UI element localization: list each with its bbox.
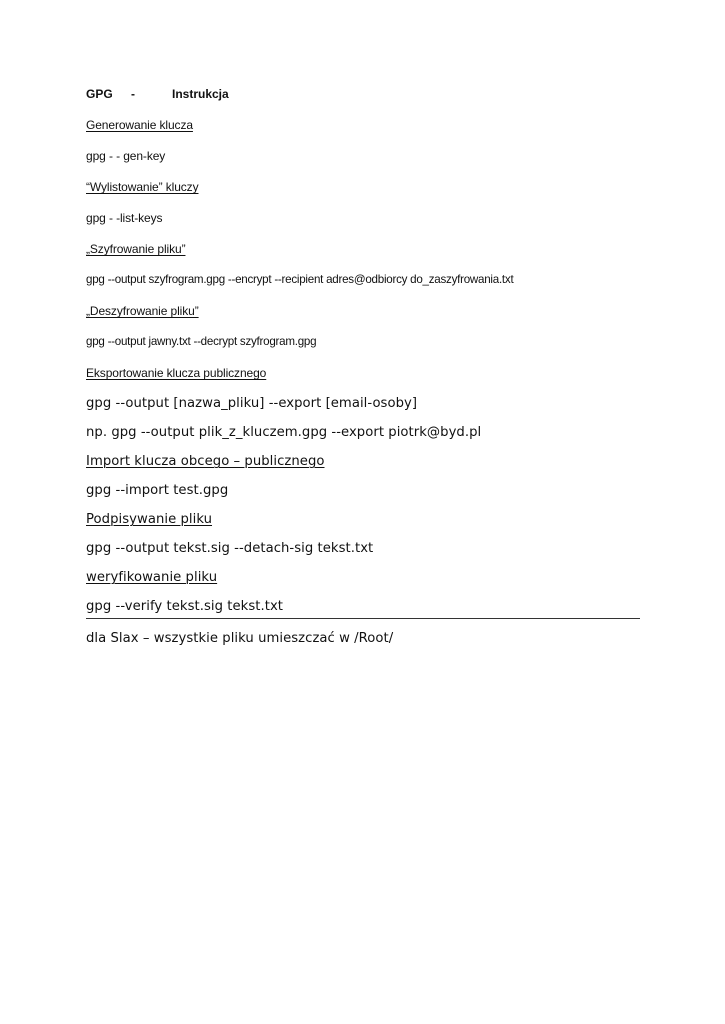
- title-gpg: GPG: [86, 87, 113, 101]
- command-verify: gpg --verify tekst.sig tekst.txt: [86, 599, 284, 614]
- heading-sign-file: Podpisywanie pliku: [86, 512, 213, 527]
- horizontal-divider: [86, 618, 640, 619]
- heading-generate-key: Generowanie klucza: [86, 118, 193, 132]
- footer-note: dla Slax – wszystkie pliku umieszczać w /Root/: [86, 631, 394, 646]
- command-sign: gpg --output tekst.sig --detach-sig tekst.txt: [86, 541, 374, 556]
- heading-import-key: Import klucza obcego – publicznego: [86, 454, 325, 469]
- command-gen-key: gpg - - gen-key: [86, 149, 166, 163]
- command-decrypt: gpg --output jawny.txt --decrypt szyfrogram.gpg: [86, 335, 317, 348]
- title-dash: -: [131, 87, 135, 101]
- command-list-keys: gpg - -list-keys: [86, 211, 163, 225]
- heading-export-public-key: Eksportowanie klucza publicznego: [86, 366, 267, 380]
- command-export: gpg --output [nazwa_pliku] --export [email-osoby]: [86, 396, 418, 411]
- heading-decrypt-file: „Deszyfrowanie pliku”: [86, 304, 199, 318]
- command-encrypt: gpg --output szyfrogram.gpg --encrypt --recipient adres@odbiorcy do_zaszyfrowania.txt: [86, 273, 514, 286]
- heading-list-keys: “Wylistowanie” kluczy: [86, 180, 199, 194]
- heading-verify-file: weryfikowanie pliku: [86, 570, 218, 585]
- command-import: gpg --import test.gpg: [86, 483, 229, 498]
- heading-encrypt-file: „Szyfrowanie pliku”: [86, 242, 186, 256]
- title-instrukcja: Instrukcja: [172, 87, 229, 101]
- command-export-example: np. gpg --output plik_z_kluczem.gpg --export piotrk@byd.pl: [86, 425, 482, 440]
